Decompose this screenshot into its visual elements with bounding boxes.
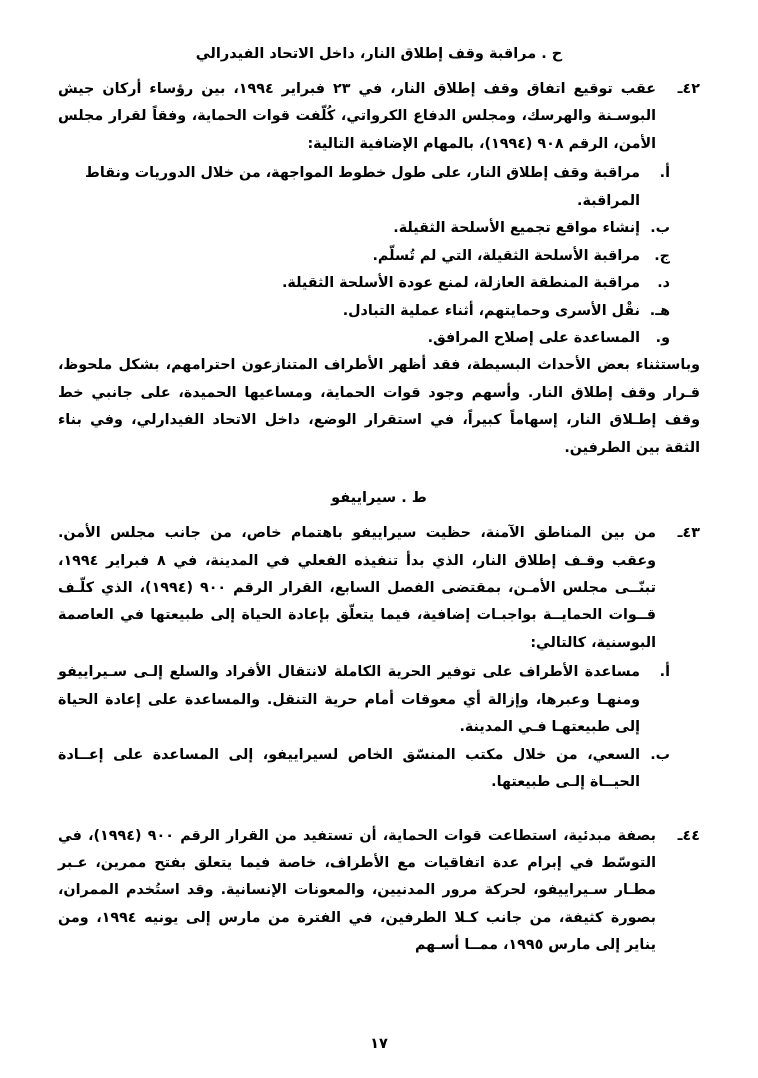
list-marker: أ. bbox=[659, 165, 670, 182]
list-marker: ج. bbox=[654, 247, 670, 264]
spacer bbox=[58, 797, 700, 823]
list-item-text: مراقبة وقف إطلاق النار، على طول خطوط المواجهة، من خلال الدوريات ونقاط المراقبة. bbox=[85, 165, 640, 209]
list-marker: ب. bbox=[650, 220, 670, 237]
page-number: ١٧ bbox=[370, 1036, 388, 1052]
list-marker: ب. bbox=[650, 746, 670, 763]
paragraph-42 bbox=[58, 76, 700, 158]
list-item bbox=[58, 160, 700, 215]
list-item bbox=[58, 742, 700, 797]
paragraph-text: بصفة مبدئية، استطاعت قوات الحماية، أن تستفيد من القرار الرقم ٩٠٠ (١٩٩٤)، في التوسّط في إبرام عدة اتفاقيات مع الأطراف، خاصة فيما يتعلق بفتح ممرين، عـبر مطـار سـيراييفو، لحركة مرور المدنيين، والمعونات الإنسانية. وقد استُخدم الممران، بصورة كثيفة، من جانب كـلا الطرفين، في الفترة من مارس إلى يونيه ١٩٩٤، ومن يناير إلى مارس ١٩٩٥، ممــا أسـهم bbox=[58, 827, 656, 954]
list-item-text: مراقبة المنطقة العازلة، لمنع عودة الأسلحة الثقيلة. bbox=[281, 275, 640, 292]
paragraph-text: من بين المناطق الآمنة، حظيت سيراييفو باهتمام خاص، من جانب مجلس الأمن. وعقب وقـف إطلاق النار، الذي بدأ تنفيذه الفعلي في المدينة، في ٨ فبراير ١٩٩٤، تبنّــى مجلس الأمـن، بمقتضى الفصل السابع، القرار الرقم ٩٠٠ (١٩٩٤)، الذي كلّـف قــوات الحمايــة بواجبـات إضافية، فيما يتعلّق بإعادة الحياة إلى طبيعتها في العاصمة البوسنية، كالتالي: bbox=[58, 525, 656, 651]
list-item bbox=[58, 298, 700, 325]
list-item-text: المساعدة على إصلاح المرافق. bbox=[427, 329, 640, 346]
paragraph-text: عقب توقيع اتفاق وقف إطلاق النار، في ٢٣ فبراير ١٩٩٤، بين رؤساء أركان جيش البوسـنة والهرسك، ومجلس الدفاع الكرواتي، كُلّفت قوات الحماية، وفقاً لقرار مجلس الأمن، الرقم ٩٠٨ (١٩٩٤)، بالمهام الإضافية التالية: bbox=[58, 81, 656, 152]
paragraph-number: ٤٢ـ bbox=[677, 81, 700, 97]
paragraph-after-list-1: وباستثناء بعض الأحداث البسيطة، فقد أظهر الأطراف المتنازعون احترامهم، بشكل ملحوظ، قـرار وقف إطلاق النار. وأسهم وجود قوات الحماية، ومساعيها الحميدة، على جانبي خط وقف إطـلاق النار، إسهاماً كبيراً، في استقرار الوضع، داخل الاتحاد الفيدارلي، وفي بناء الثقة بين الطرفين. bbox=[58, 357, 700, 456]
section-heading-t: ط . سيراييفو bbox=[331, 490, 427, 507]
paragraph-44 bbox=[58, 823, 700, 960]
paragraph-number: ٤٣ـ bbox=[677, 525, 700, 542]
list-marker: و. bbox=[655, 329, 670, 346]
paragraph-43 bbox=[58, 520, 700, 657]
list-item bbox=[58, 659, 700, 741]
list-item-text: مراقبة الأسلحة الثقيلة، التي لم تُسلّم. bbox=[372, 247, 640, 264]
list-item bbox=[58, 215, 700, 242]
list-item-text: السعي، من خلال مكتب المنسّق الخاص لسيراييفو، إلى المساعدة على إعــادة الحيــاة إلـى طبيعتها. bbox=[58, 746, 640, 791]
list-item-text: إنشاء مواقع تجميع الأسلحة الثقيلة. bbox=[393, 220, 640, 237]
list-item-text: نقْل الأسرى وحمايتهم، أثناء عملية التبادل. bbox=[342, 302, 640, 319]
list-marker: د. bbox=[657, 275, 670, 292]
list-item-text: مساعدة الأطراف على توفير الحرية الكاملة لانتقال الأفراد والسلع إلـى سـيراييفو ومنهـا وعبرها، وإزالة أي معوقات أمام حرية التنقل. والمساعدة على إعادة الحياة إلى طبيعتهـا فـي المدينة. bbox=[58, 664, 640, 736]
paragraph-number: ٤٤ـ bbox=[677, 827, 700, 844]
list-marker: هـ. bbox=[649, 302, 670, 319]
list-item bbox=[58, 325, 700, 352]
list-item bbox=[58, 270, 700, 297]
list-marker: أ. bbox=[659, 664, 670, 681]
list-item bbox=[58, 243, 700, 270]
section-heading-h: ح . مراقبة وقف إطلاق النار، داخل الاتحاد الفيدرالي bbox=[195, 46, 563, 62]
